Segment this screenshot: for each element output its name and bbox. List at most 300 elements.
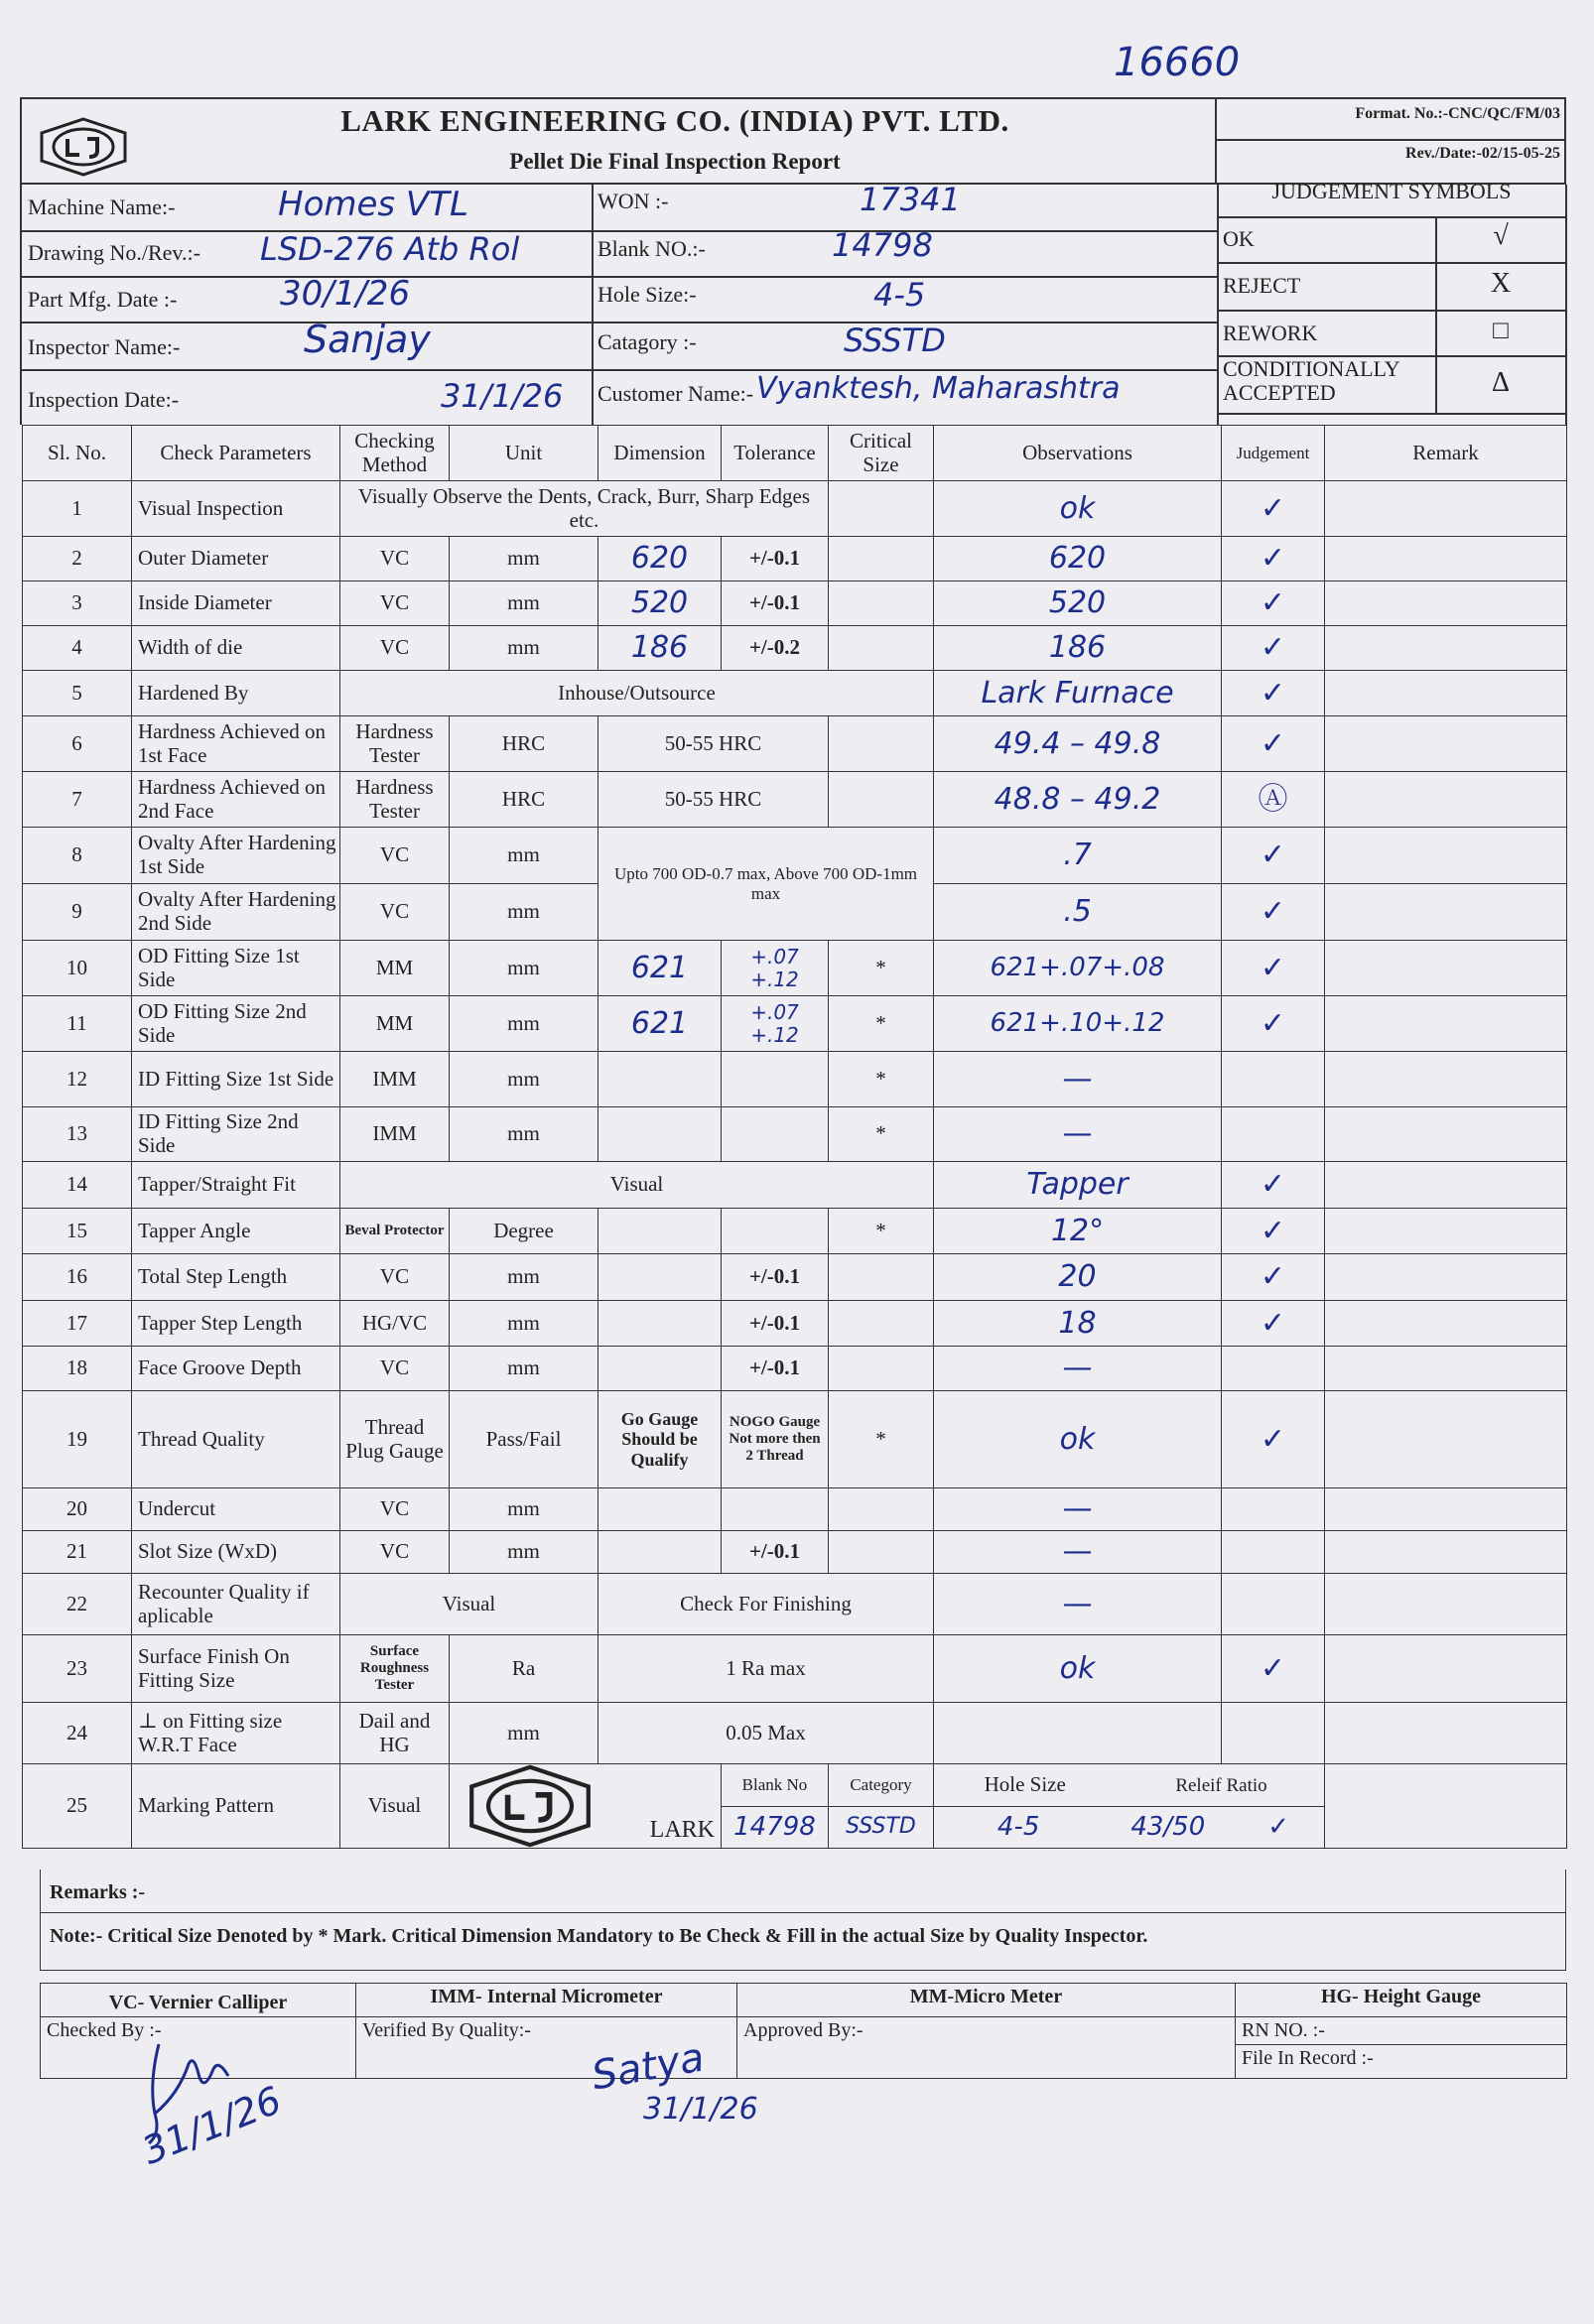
sl-cell: 21 (23, 1531, 132, 1574)
blank-no-label: Blank NO.:- (598, 236, 706, 261)
table-row (23, 1347, 1567, 1391)
remark-cell (1325, 828, 1567, 884)
judgement-cell: ✓ (1222, 941, 1325, 996)
info-divider-2 (1217, 185, 1219, 425)
table-row (23, 772, 1567, 828)
table-row (23, 671, 1567, 716)
parameter-cell: Hardness Achieved on 1st Face (132, 716, 340, 772)
won-label: WON :- (598, 189, 669, 213)
unit-cell: mm (450, 537, 598, 581)
critical-cell: * (829, 1052, 934, 1107)
header-remark: Remark (1325, 426, 1567, 481)
legend-hg: HG- Height Gauge (1236, 1984, 1567, 2017)
remark-cell (1325, 671, 1567, 716)
sl-cell: 12 (23, 1052, 132, 1107)
spec-cell: 0.05 Max (598, 1703, 934, 1764)
observation-cell: 12° (934, 1209, 1222, 1254)
sl-cell: 6 (23, 716, 132, 772)
sl-cell: 24 (23, 1703, 132, 1764)
revision-date: Rev./Date:-02/15-05-25 (1405, 145, 1560, 162)
inspection-date-label: Inspection Date:- (28, 387, 180, 412)
dimension-cell (598, 1052, 722, 1107)
table-row (23, 626, 1567, 671)
dimension-cell (598, 1488, 722, 1531)
judgement-reject-label: REJECT (1223, 273, 1301, 298)
unit-cell: mm (450, 1347, 598, 1391)
parameter-cell: Slot Size (WxD) (132, 1531, 340, 1574)
table-row (23, 1301, 1567, 1347)
remark-cell (1325, 1764, 1567, 1849)
sl-cell: 1 (23, 481, 132, 537)
tolerance-cell: +/-0.1 (722, 1254, 829, 1301)
marking-hole-relief-values (934, 1806, 1325, 1849)
tolerance-cell: NOGO Gauge Not more then 2 Thread (722, 1391, 829, 1488)
info-row-line (20, 230, 1217, 232)
observation-cell: 20 (934, 1254, 1222, 1301)
sl-cell: 3 (23, 581, 132, 626)
inspector-name-label: Inspector Name:- (28, 334, 181, 359)
tolerance-cell: +.07 +.12 (722, 996, 829, 1052)
remarks-box (40, 1870, 1566, 1913)
method-cell: Inhouse/Outsource (340, 671, 934, 716)
spec-cell: 50-55 HRC (598, 772, 829, 828)
dimension-cell: 620 (598, 537, 722, 581)
observation-cell: — (934, 1574, 1222, 1635)
method-cell: Visual (340, 1574, 598, 1635)
judgement-cell: ✓ (1222, 1635, 1325, 1703)
sl-cell: 22 (23, 1574, 132, 1635)
observation-cell (934, 1703, 1222, 1764)
remark-cell (1325, 1254, 1567, 1301)
sl-cell: 9 (23, 884, 132, 941)
file-in-record-field: File In Record :- (1242, 2047, 1374, 2069)
method-cell: VC (340, 1347, 450, 1391)
sl-cell: 4 (23, 626, 132, 671)
tolerance-cell: +/-0.1 (722, 1347, 829, 1391)
marking-lark-text: LARK (649, 1817, 715, 1844)
method-cell: Visual (340, 1162, 934, 1209)
sl-cell: 23 (23, 1635, 132, 1703)
header-sl-no: Sl. No. (23, 426, 132, 481)
method-cell: VC (340, 1488, 450, 1531)
parameter-cell: Inside Diameter (132, 581, 340, 626)
marking-category-label: Category (829, 1764, 934, 1807)
sl-cell: 11 (23, 996, 132, 1052)
table-header-row (23, 426, 1567, 481)
marking-category-value: SSSTD (829, 1806, 934, 1849)
rn-no-field: RN NO. :- (1236, 2017, 1566, 2045)
judgement-cell: ✓ (1222, 1391, 1325, 1488)
table-row (23, 537, 1567, 581)
unit-cell: mm (450, 884, 598, 941)
rework-symbol-icon: □ (1493, 316, 1509, 344)
method-cell: VC (340, 537, 450, 581)
marking-hole-size-label: Hole Size (984, 1771, 1066, 1796)
method-cell: Thread Plug Gauge (340, 1391, 450, 1488)
critical-cell: * (829, 941, 934, 996)
method-cell: VC (340, 884, 450, 941)
observation-cell: 621+.10+.12 (934, 996, 1222, 1052)
tolerance-cell: +/-0.2 (722, 626, 829, 671)
table-row (23, 1107, 1567, 1162)
table-row (23, 1254, 1567, 1301)
tolerance-cell: +.07 +.12 (722, 941, 829, 996)
judgement-row-line (1217, 310, 1566, 312)
header-observations: Observations (934, 426, 1222, 481)
critical-cell (829, 481, 934, 537)
tolerance-cell: +/-0.1 (722, 537, 829, 581)
checked-by-field: Checked By :- (41, 2017, 356, 2079)
table-row (23, 581, 1567, 626)
table-row (23, 1574, 1567, 1635)
parameter-cell: Tapper Step Length (132, 1301, 340, 1347)
sl-cell: 20 (23, 1488, 132, 1531)
machine-name-value: Homes VTL (278, 185, 468, 224)
judgement-cell: ✓ (1222, 537, 1325, 581)
conditional-symbol-icon: Δ (1491, 367, 1510, 398)
header-unit: Unit (450, 426, 598, 481)
observation-cell: Tapper (934, 1162, 1222, 1209)
unit-cell: HRC (450, 772, 598, 828)
tolerance-cell: +/-0.1 (722, 581, 829, 626)
observation-cell: — (934, 1531, 1222, 1574)
reject-symbol-icon: X (1490, 268, 1512, 299)
company-name: LARK ENGINEERING CO. (INDIA) PVT. LTD. (340, 103, 1009, 138)
sl-cell: 25 (23, 1764, 132, 1849)
method-cell: MM (340, 996, 450, 1052)
method-cell: Surface Roughness Tester (340, 1635, 450, 1703)
observation-cell: 49.4 – 49.8 (934, 716, 1222, 772)
judgement-cell: ✓ (1222, 671, 1325, 716)
header-checking-method: Checking Method (340, 426, 450, 481)
observation-cell: 621+.07+.08 (934, 941, 1222, 996)
sl-cell: 2 (23, 537, 132, 581)
observation-cell: ok (934, 1635, 1222, 1703)
table-row (23, 996, 1567, 1052)
marking-logo-cell (450, 1764, 722, 1849)
remark-cell (1325, 1107, 1567, 1162)
judgement-cell (1222, 1531, 1325, 1574)
category-value: SSSTD (844, 322, 946, 359)
info-row-line (20, 322, 1217, 323)
inspector-name-value: Sanjay (304, 318, 431, 361)
legend-mm: MM-Micro Meter (737, 1984, 1236, 2017)
parameter-cell: ID Fitting Size 1st Side (132, 1052, 340, 1107)
company-logo-icon (36, 117, 131, 177)
observation-cell: Lark Furnace (934, 671, 1222, 716)
unit-cell: Pass/Fail (450, 1391, 598, 1488)
remark-cell (1325, 1574, 1567, 1635)
parameter-cell: Visual Inspection (132, 481, 340, 537)
header-critical-size: Critical Size (829, 426, 934, 481)
remark-cell (1325, 1347, 1567, 1391)
critical-cell (829, 537, 934, 581)
observation-cell: 18 (934, 1301, 1222, 1347)
unit-cell: HRC (450, 716, 598, 772)
judgement-cell: Ⓐ (1222, 772, 1325, 828)
remarks-label: Remarks :- (50, 1881, 146, 1903)
parameter-cell: Tapper/Straight Fit (132, 1162, 340, 1209)
parameter-cell: Tapper Angle (132, 1209, 340, 1254)
observation-cell: 620 (934, 537, 1222, 581)
parameter-cell: Width of die (132, 626, 340, 671)
handwritten-top-number: 16660 (1114, 40, 1241, 85)
marking-hole-relief-labels (934, 1764, 1325, 1807)
observation-cell: 520 (934, 581, 1222, 626)
parameter-cell: Outer Diameter (132, 537, 340, 581)
header-tolerance: Tolerance (722, 426, 829, 481)
checked-by-date: 31/1/26 (136, 2078, 288, 2173)
sl-cell: 15 (23, 1209, 132, 1254)
parameter-cell: Ovalty After Hardening 2nd Side (132, 884, 340, 941)
sl-cell: 19 (23, 1391, 132, 1488)
dimension-cell (598, 1107, 722, 1162)
parameter-cell: ID Fitting Size 2nd Side (132, 1107, 340, 1162)
info-border-left (20, 185, 22, 425)
unit-cell: mm (450, 581, 598, 626)
table-row (23, 1391, 1567, 1488)
table-row (23, 1531, 1567, 1574)
parameter-cell: Face Groove Depth (132, 1347, 340, 1391)
observation-cell: ok (934, 1391, 1222, 1488)
parameter-cell: Surface Finish On Fitting Size (132, 1635, 340, 1703)
observation-cell: ok (934, 481, 1222, 537)
sl-cell: 17 (23, 1301, 132, 1347)
critical-cell (829, 1254, 934, 1301)
critical-cell (829, 1488, 934, 1531)
part-mfg-date-label: Part Mfg. Date :- (28, 287, 178, 312)
table-row (23, 481, 1567, 537)
critical-cell: * (829, 1209, 934, 1254)
header-dimension: Dimension (598, 426, 722, 481)
dimension-cell: Go Gauge Should be Qualify (598, 1391, 722, 1488)
won-value: 17341 (860, 181, 961, 218)
judgement-cell: ✓ (1222, 1209, 1325, 1254)
table-row (23, 1764, 1567, 1807)
marking-blank-no-label: Blank No (722, 1764, 829, 1807)
spec-cell: Check For Finishing (598, 1574, 934, 1635)
method-cell: Beval Protector (340, 1209, 450, 1254)
table-row (23, 1052, 1567, 1107)
unit-cell: mm (450, 1052, 598, 1107)
spec-cell: 50-55 HRC (598, 716, 829, 772)
table-row (23, 1162, 1567, 1209)
table-row (23, 1488, 1567, 1531)
marking-logo-icon (461, 1764, 599, 1848)
unit-cell: mm (450, 1703, 598, 1764)
judgement-ok-label: OK (1223, 226, 1255, 251)
table-row (23, 1703, 1567, 1764)
remark-cell (1325, 1703, 1567, 1764)
header-format-divider (1215, 139, 1566, 141)
critical-cell (829, 1531, 934, 1574)
remark-cell (1325, 716, 1567, 772)
table-row (23, 1635, 1567, 1703)
table-row (23, 716, 1567, 772)
method-cell: VC (340, 828, 450, 884)
judgement-symbols-title: JUDGEMENT SYMBOLS (1271, 179, 1512, 203)
method-cell: HG/VC (340, 1301, 450, 1347)
method-cell: Visually Observe the Dents, Crack, Burr, Sharp Edges etc. (340, 481, 829, 537)
dimension-cell: 186 (598, 626, 722, 671)
critical-cell (829, 716, 934, 772)
judgement-row-line (1217, 413, 1566, 415)
inspection-date-value: 31/1/26 (441, 377, 564, 415)
parameter-cell: OD Fitting Size 1st Side (132, 941, 340, 996)
report-title: Pellet Die Final Inspection Report (509, 149, 841, 174)
unit-cell: mm (450, 941, 598, 996)
parameter-cell: Ovalty After Hardening 1st Side (132, 828, 340, 884)
tolerance-cell (722, 1052, 829, 1107)
method-cell: VC (340, 1531, 450, 1574)
judgement-cell: ✓ (1222, 996, 1325, 1052)
unit-cell: mm (450, 828, 598, 884)
remark-cell (1325, 1488, 1567, 1531)
observation-cell: — (934, 1347, 1222, 1391)
customer-name-label: Customer Name:- (598, 381, 754, 406)
method-cell: Hardness Tester (340, 772, 450, 828)
tolerance-cell (722, 1488, 829, 1531)
verified-by-field: Verified By Quality:- (356, 2017, 737, 2079)
method-cell: Hardness Tester (340, 716, 450, 772)
info-row-line (20, 276, 1217, 278)
critical-cell: * (829, 996, 934, 1052)
remark-cell (1325, 1209, 1567, 1254)
method-cell: VC (340, 1254, 450, 1301)
remark-cell (1325, 1301, 1567, 1347)
critical-cell (829, 1347, 934, 1391)
dimension-cell (598, 1209, 722, 1254)
unit-cell: Degree (450, 1209, 598, 1254)
critical-note: Note:- Critical Size Denoted by * Mark. Critical Dimension Mandatory to Be Check & Fill in the actual Size by Quality Inspector. (50, 1925, 1148, 1947)
drawing-no-label: Drawing No./Rev.:- (28, 240, 200, 265)
dimension-cell: 520 (598, 581, 722, 626)
unit-cell: mm (450, 1254, 598, 1301)
marking-blank-no-value: 14798 (722, 1806, 829, 1849)
remark-cell (1325, 626, 1567, 671)
sl-cell: 16 (23, 1254, 132, 1301)
table-row (23, 1209, 1567, 1254)
table-row (23, 941, 1567, 996)
observation-cell: — (934, 1052, 1222, 1107)
sl-cell: 18 (23, 1347, 132, 1391)
judgement-cell: ✓ (1222, 884, 1325, 941)
sl-cell: 10 (23, 941, 132, 996)
verified-by-signature-name: Satya (588, 2034, 708, 2100)
parameter-cell: Hardened By (132, 671, 340, 716)
sl-cell: 8 (23, 828, 132, 884)
parameter-cell: Total Step Length (132, 1254, 340, 1301)
remark-cell (1325, 537, 1567, 581)
blank-no-value: 14798 (832, 226, 933, 264)
legend-vc: VC- Vernier Calliper (41, 1984, 356, 2017)
inspection-table (22, 425, 1567, 1849)
critical-cell (829, 581, 934, 626)
approved-by-field: Approved By:- (737, 2017, 1236, 2079)
method-cell: Dail and HG (340, 1703, 450, 1764)
dimension-cell (598, 1254, 722, 1301)
parameter-cell: Thread Quality (132, 1391, 340, 1488)
spec-cell: 1 Ra max (598, 1635, 934, 1703)
critical-cell (829, 772, 934, 828)
customer-name-value: Vyanktesh, Maharashtra (756, 371, 1121, 406)
critical-cell (829, 626, 934, 671)
marking-relief-ratio-label: Releif Ratio (1175, 1774, 1267, 1796)
remark-cell (1325, 1052, 1567, 1107)
dimension-cell: 621 (598, 941, 722, 996)
remark-cell (1325, 996, 1567, 1052)
remark-cell (1325, 1531, 1567, 1574)
header-judgement: Judgement (1222, 426, 1325, 481)
tolerance-cell: +/-0.1 (722, 1301, 829, 1347)
unit-cell: mm (450, 1301, 598, 1347)
judgement-cell: ✓ (1222, 828, 1325, 884)
format-number: Format. No.:-CNC/QC/FM/03 (1355, 105, 1560, 122)
observation-cell: 186 (934, 626, 1222, 671)
tolerance-cell (722, 1107, 829, 1162)
unit-cell: mm (450, 626, 598, 671)
header-divider (1215, 97, 1217, 185)
parameter-cell: OD Fitting Size 2nd Side (132, 996, 340, 1052)
judgement-cell: ✓ (1222, 1254, 1325, 1301)
remark-cell (1325, 941, 1567, 996)
method-cell: VC (340, 626, 450, 671)
ok-symbol-icon: √ (1493, 220, 1509, 251)
spec-cell: Upto 700 OD-0.7 max, Above 700 OD-1mm max (598, 828, 934, 941)
table-row (23, 828, 1567, 884)
parameter-cell: ⊥ on Fitting size W.R.T Face (132, 1703, 340, 1764)
unit-cell: mm (450, 1488, 598, 1531)
tolerance-cell (722, 1209, 829, 1254)
method-cell: MM (340, 941, 450, 996)
judgement-cell (1222, 1347, 1325, 1391)
parameter-cell: Hardness Achieved on 2nd Face (132, 772, 340, 828)
machine-name-label: Machine Name:- (28, 194, 176, 219)
unit-cell: mm (450, 1531, 598, 1574)
unit-cell: mm (450, 1107, 598, 1162)
parameter-cell: Marking Pattern (132, 1764, 340, 1849)
parameter-cell: Undercut (132, 1488, 340, 1531)
marking-hole-size-value: 4-5 (996, 1811, 1040, 1842)
observation-cell: .7 (934, 828, 1222, 884)
remark-cell (1325, 1162, 1567, 1209)
judgement-cell (1222, 1052, 1325, 1107)
judgement-conditional-label: CONDITIONALLY ACCEPTED (1223, 356, 1399, 406)
marking-judgement-value: ✓ (1267, 1811, 1290, 1842)
judgement-cell: ✓ (1222, 1162, 1325, 1209)
legend-imm: IMM- Internal Micrometer (356, 1984, 737, 2017)
remark-cell (1325, 481, 1567, 537)
critical-cell: * (829, 1107, 934, 1162)
judgement-cell: ✓ (1222, 581, 1325, 626)
judgement-cell: ✓ (1222, 716, 1325, 772)
header-check-parameters: Check Parameters (132, 426, 340, 481)
hole-size-label: Hole Size:- (598, 282, 697, 307)
dimension-cell (598, 1531, 722, 1574)
sl-cell: 13 (23, 1107, 132, 1162)
judgement-cell (1222, 1574, 1325, 1635)
dimension-cell (598, 1347, 722, 1391)
critical-cell: * (829, 1391, 934, 1488)
record-info-cell (1236, 2017, 1567, 2079)
judgement-cell: ✓ (1222, 481, 1325, 537)
judgement-cell (1222, 1703, 1325, 1764)
unit-cell: mm (450, 996, 598, 1052)
method-cell: VC (340, 581, 450, 626)
method-cell: IMM (340, 1107, 450, 1162)
observation-cell: — (934, 1488, 1222, 1531)
method-cell: Visual (340, 1764, 450, 1849)
